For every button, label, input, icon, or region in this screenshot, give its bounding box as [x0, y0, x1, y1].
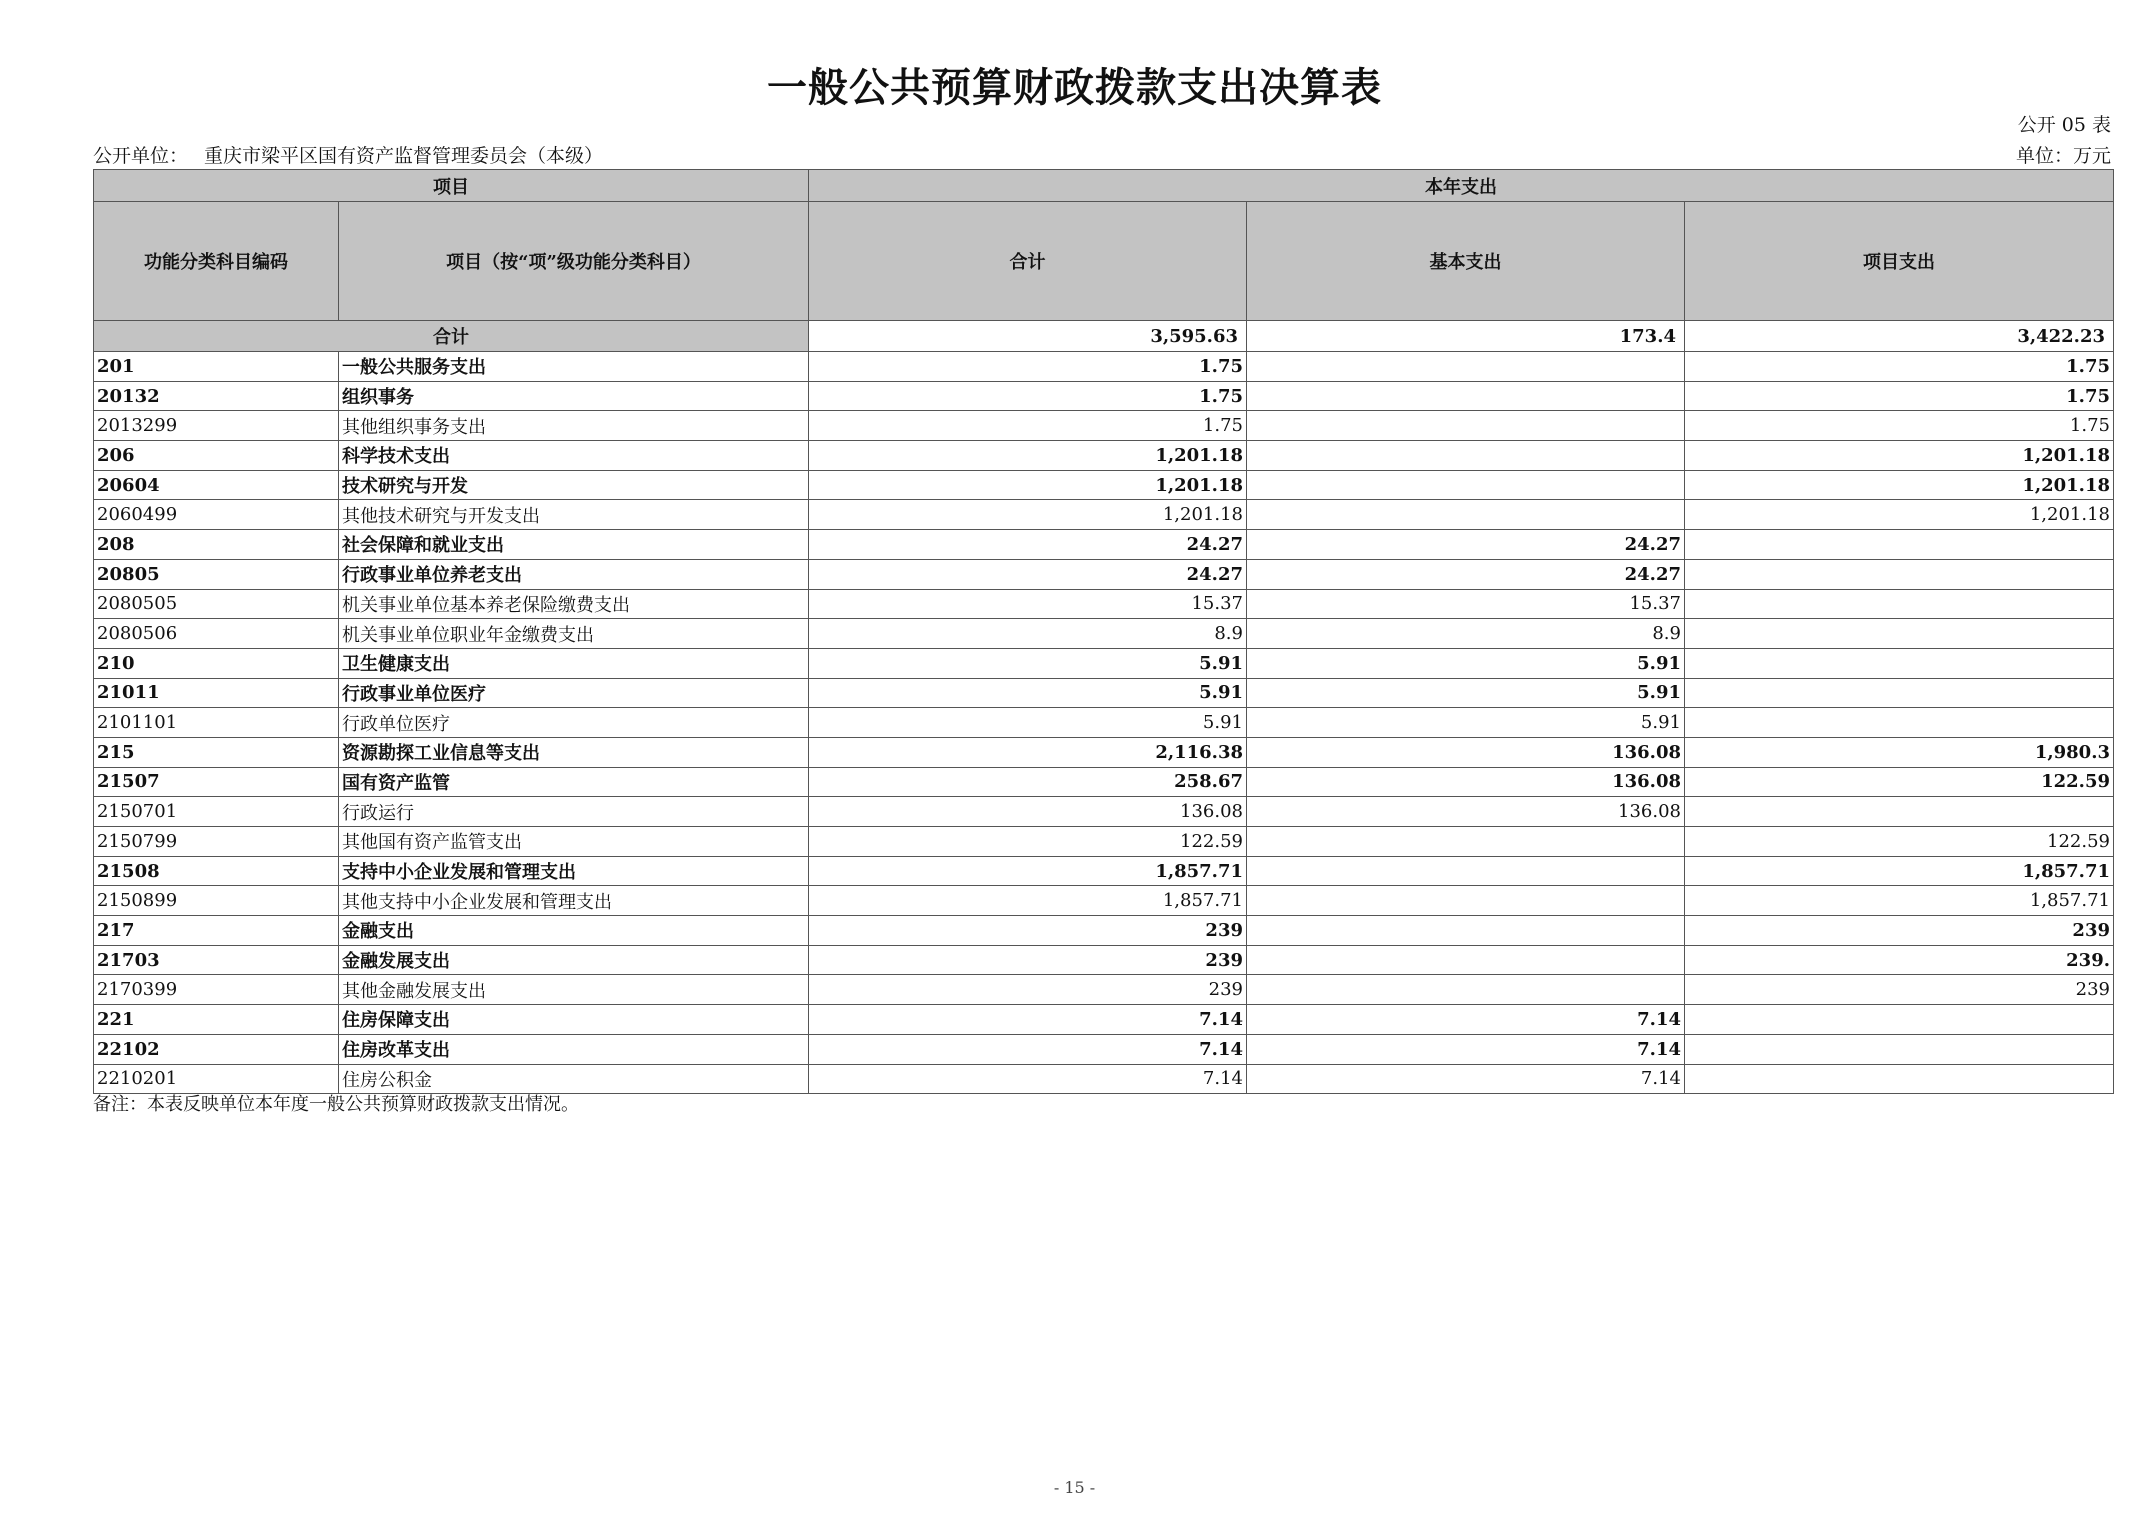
row-name: 支持中小企业发展和管理支出 [339, 856, 809, 886]
row-basic: 24.27 [1247, 530, 1685, 560]
table-row [94, 886, 2114, 916]
row-project: 239 [1685, 975, 2114, 1005]
row-code: 21011 [94, 678, 339, 708]
row-total: 24.27 [809, 559, 1247, 589]
table-row [94, 945, 2114, 975]
row-basic [1247, 945, 1685, 975]
row-code: 2210201 [94, 1064, 339, 1094]
row-total: 1,201.18 [809, 500, 1247, 530]
row-code: 221 [94, 1005, 339, 1035]
header-current-year: 本年支出 [809, 170, 2114, 202]
reporting-unit-value: 重庆市梁平区国有资产监督管理委员会（本级） [204, 145, 604, 167]
unit-row [93, 141, 2111, 168]
row-code: 2013299 [94, 411, 339, 441]
row-name: 住房保障支出 [339, 1005, 809, 1035]
row-project: 1,857.71 [1685, 886, 2114, 916]
row-name: 行政单位医疗 [339, 708, 809, 738]
table-row [94, 797, 2114, 827]
row-basic: 5.91 [1247, 678, 1685, 708]
row-total: 136.08 [809, 797, 1247, 827]
row-total: 24.27 [809, 530, 1247, 560]
row-code: 20604 [94, 470, 339, 500]
row-code: 22102 [94, 1034, 339, 1064]
row-project: 122.59 [1685, 767, 2114, 797]
row-code: 201 [94, 352, 339, 382]
row-basic [1247, 352, 1685, 382]
row-basic: 7.14 [1247, 1005, 1685, 1035]
row-code: 2101101 [94, 708, 339, 738]
row-project [1685, 708, 2114, 738]
row-project [1685, 797, 2114, 827]
row-total: 7.14 [809, 1064, 1247, 1094]
reporting-unit [93, 141, 603, 168]
total-project: 3,422.23 [1685, 321, 2114, 352]
row-project [1685, 678, 2114, 708]
row-name: 金融发展支出 [339, 945, 809, 975]
table-row [94, 470, 2114, 500]
row-code: 2150701 [94, 797, 339, 827]
row-total: 1.75 [809, 411, 1247, 441]
row-name: 卫生健康支出 [339, 648, 809, 678]
row-project [1685, 1034, 2114, 1064]
row-total: 8.9 [809, 619, 1247, 649]
table-row [94, 530, 2114, 560]
row-total: 5.91 [809, 678, 1247, 708]
budget-table [93, 169, 2114, 1094]
table-row [94, 619, 2114, 649]
row-name: 机关事业单位职业年金缴费支出 [339, 619, 809, 649]
table-row [94, 737, 2114, 767]
row-total: 1,857.71 [809, 886, 1247, 916]
row-name: 一般公共服务支出 [339, 352, 809, 382]
row-basic [1247, 886, 1685, 916]
row-project [1685, 619, 2114, 649]
row-total: 258.67 [809, 767, 1247, 797]
row-total: 2,116.38 [809, 737, 1247, 767]
header-code: 功能分类科目编码 [94, 202, 339, 321]
row-total: 7.14 [809, 1005, 1247, 1035]
row-basic: 7.14 [1247, 1034, 1685, 1064]
row-code: 2170399 [94, 975, 339, 1005]
row-total: 7.14 [809, 1034, 1247, 1064]
table-row [94, 648, 2114, 678]
row-project [1685, 648, 2114, 678]
row-name: 其他金融发展支出 [339, 975, 809, 1005]
row-name: 技术研究与开发 [339, 470, 809, 500]
row-basic: 8.9 [1247, 619, 1685, 649]
row-project: 1.75 [1685, 411, 2114, 441]
row-basic [1247, 827, 1685, 857]
row-total: 1.75 [809, 352, 1247, 382]
table-row [94, 381, 2114, 411]
row-name: 组织事务 [339, 381, 809, 411]
header-name: 项目（按“项”级功能分类科目） [339, 202, 809, 321]
row-name: 其他组织事务支出 [339, 411, 809, 441]
row-basic: 5.91 [1247, 708, 1685, 738]
row-name: 其他支持中小企业发展和管理支出 [339, 886, 809, 916]
row-project [1685, 530, 2114, 560]
currency-unit: 单位：万元 [2015, 145, 2111, 167]
table-row [94, 411, 2114, 441]
table-row [94, 500, 2114, 530]
row-basic: 5.91 [1247, 648, 1685, 678]
row-basic: 136.08 [1247, 737, 1685, 767]
total-basic: 173.4 [1247, 321, 1685, 352]
row-code: 2060499 [94, 500, 339, 530]
row-total: 1,201.18 [809, 470, 1247, 500]
row-code: 2080505 [94, 589, 339, 619]
table-row [94, 589, 2114, 619]
row-code: 20805 [94, 559, 339, 589]
row-project [1685, 559, 2114, 589]
row-code: 2150899 [94, 886, 339, 916]
row-name: 行政事业单位医疗 [339, 678, 809, 708]
row-total: 5.91 [809, 648, 1247, 678]
reporting-unit-label: 公开单位： [93, 145, 189, 167]
table-row [94, 975, 2114, 1005]
row-name: 其他技术研究与开发支出 [339, 500, 809, 530]
row-name: 资源勘探工业信息等支出 [339, 737, 809, 767]
row-code: 20132 [94, 381, 339, 411]
table-row [94, 559, 2114, 589]
row-name: 其他国有资产监管支出 [339, 827, 809, 857]
page-number: - 15 - [1053, 1478, 1096, 1497]
row-code: 215 [94, 737, 339, 767]
row-basic: 136.08 [1247, 767, 1685, 797]
row-code: 2080506 [94, 619, 339, 649]
row-total: 122.59 [809, 827, 1247, 857]
row-project: 122.59 [1685, 827, 2114, 857]
table-row [94, 352, 2114, 382]
row-project [1685, 1064, 2114, 1094]
row-total: 1.75 [809, 381, 1247, 411]
row-project: 1,980.3 [1685, 737, 2114, 767]
row-project: 239. [1685, 945, 2114, 975]
row-basic [1247, 975, 1685, 1005]
table-row [94, 1005, 2114, 1035]
header-total: 合计 [809, 202, 1247, 321]
row-project: 1,201.18 [1685, 470, 2114, 500]
table-row [94, 916, 2114, 946]
table-row [94, 678, 2114, 708]
row-name: 国有资产监管 [339, 767, 809, 797]
row-total: 1,857.71 [809, 856, 1247, 886]
row-name: 行政运行 [339, 797, 809, 827]
row-basic [1247, 411, 1685, 441]
row-basic [1247, 470, 1685, 500]
table-row [94, 827, 2114, 857]
row-project: 1,857.71 [1685, 856, 2114, 886]
row-total: 1,201.18 [809, 441, 1247, 471]
row-project [1685, 1005, 2114, 1035]
row-name: 金融支出 [339, 916, 809, 946]
row-basic [1247, 441, 1685, 471]
row-project: 1,201.18 [1685, 441, 2114, 471]
total-sum: 3,595.63 [809, 321, 1247, 352]
form-number: 公开 05 表 [2017, 114, 2111, 136]
row-name: 行政事业单位养老支出 [339, 559, 809, 589]
table-row [94, 856, 2114, 886]
table-row [94, 441, 2114, 471]
row-name: 住房公积金 [339, 1064, 809, 1094]
row-basic [1247, 500, 1685, 530]
row-project: 1,201.18 [1685, 500, 2114, 530]
row-name: 社会保障和就业支出 [339, 530, 809, 560]
row-code: 210 [94, 648, 339, 678]
row-code: 21508 [94, 856, 339, 886]
row-name: 机关事业单位基本养老保险缴费支出 [339, 589, 809, 619]
table-row [94, 767, 2114, 797]
total-row [94, 321, 2114, 352]
row-project: 239 [1685, 916, 2114, 946]
row-basic [1247, 916, 1685, 946]
header-basic: 基本支出 [1247, 202, 1685, 321]
row-name: 科学技术支出 [339, 441, 809, 471]
table-row [94, 708, 2114, 738]
row-project [1685, 589, 2114, 619]
row-code: 208 [94, 530, 339, 560]
row-total: 239 [809, 916, 1247, 946]
row-code: 21507 [94, 767, 339, 797]
row-code: 2150799 [94, 827, 339, 857]
row-basic: 24.27 [1247, 559, 1685, 589]
row-basic: 136.08 [1247, 797, 1685, 827]
row-basic [1247, 856, 1685, 886]
row-code: 206 [94, 441, 339, 471]
page-title: 一般公共预算财政拨款支出决算表 [767, 64, 1382, 111]
row-total: 15.37 [809, 589, 1247, 619]
row-total: 239 [809, 945, 1247, 975]
row-project: 1.75 [1685, 352, 2114, 382]
row-name: 住房改革支出 [339, 1034, 809, 1064]
row-code: 21703 [94, 945, 339, 975]
table-row [94, 1034, 2114, 1064]
header-project: 项目支出 [1685, 202, 2114, 321]
row-project: 1.75 [1685, 381, 2114, 411]
row-code: 217 [94, 916, 339, 946]
row-basic [1247, 381, 1685, 411]
header-item: 项目 [94, 170, 809, 202]
row-total: 5.91 [809, 708, 1247, 738]
row-basic: 15.37 [1247, 589, 1685, 619]
total-label: 合计 [94, 321, 809, 352]
row-total: 239 [809, 975, 1247, 1005]
footnote: 备注：本表反映单位本年度一般公共预算财政拨款支出情况。 [93, 1094, 579, 1115]
row-basic: 7.14 [1247, 1064, 1685, 1094]
